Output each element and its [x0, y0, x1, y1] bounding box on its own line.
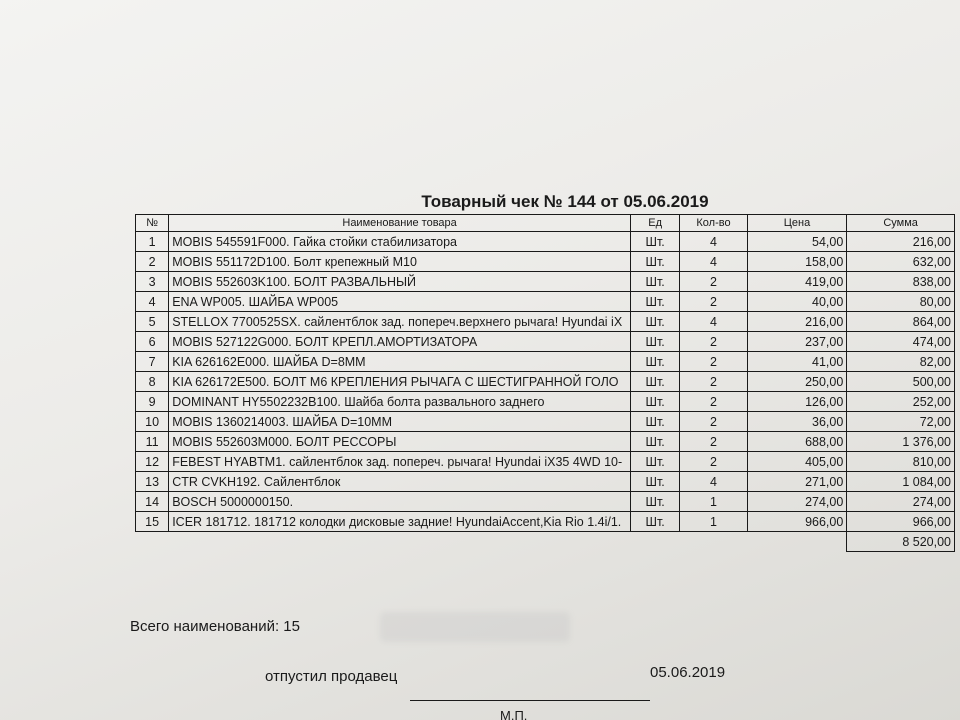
- row-price: 966,00: [747, 512, 847, 532]
- row-price: 271,00: [747, 472, 847, 492]
- row-qty: 2: [680, 272, 747, 292]
- table-row: [136, 312, 955, 332]
- row-qty: 2: [680, 292, 747, 312]
- row-num: 10: [136, 412, 169, 432]
- row-name: ICER 181712. 181712 колодки дисковые задние! HyundaiAccent,Kia Rio 1.4i/1.: [169, 512, 631, 532]
- row-price: 41,00: [747, 352, 847, 372]
- table-row: [136, 352, 955, 372]
- seller-label: отпустил продавец: [265, 668, 398, 685]
- row-qty: 1: [680, 492, 747, 512]
- row-unit: Шт.: [631, 272, 680, 292]
- table-row: [136, 292, 955, 312]
- row-unit: Шт.: [631, 472, 680, 492]
- row-name: KIA 626162E000. ШАЙБА D=8MM: [169, 352, 631, 372]
- row-price: 419,00: [747, 272, 847, 292]
- row-sum: 474,00: [847, 332, 955, 352]
- total-row: [136, 532, 955, 552]
- table-row: [136, 512, 955, 532]
- items-count: Всего наименований: 15: [130, 618, 300, 635]
- row-qty: 4: [680, 312, 747, 332]
- row-qty: 4: [680, 472, 747, 492]
- table-row: [136, 452, 955, 472]
- row-num: 15: [136, 512, 169, 532]
- row-unit: Шт.: [631, 292, 680, 312]
- col-num-header: №: [136, 215, 169, 232]
- row-unit: Шт.: [631, 352, 680, 372]
- row-qty: 2: [680, 372, 747, 392]
- row-qty: 1: [680, 512, 747, 532]
- col-price-header: Цена: [747, 215, 847, 232]
- row-name: ENA WP005. ШАЙБА WP005: [169, 292, 631, 312]
- stamp-label: М.П.: [500, 708, 528, 720]
- row-num: 9: [136, 392, 169, 412]
- faint-stamp-mark: [380, 612, 570, 642]
- row-price: 40,00: [747, 292, 847, 312]
- row-sum: 810,00: [847, 452, 955, 472]
- row-unit: Шт.: [631, 232, 680, 252]
- row-sum: 72,00: [847, 412, 955, 432]
- row-sum: 632,00: [847, 252, 955, 272]
- row-num: 5: [136, 312, 169, 332]
- row-unit: Шт.: [631, 412, 680, 432]
- row-name: BOSCH 5000000150.: [169, 492, 631, 512]
- table-row: [136, 272, 955, 292]
- row-num: 14: [136, 492, 169, 512]
- row-num: 8: [136, 372, 169, 392]
- row-num: 6: [136, 332, 169, 352]
- row-num: 7: [136, 352, 169, 372]
- row-qty: 2: [680, 332, 747, 352]
- table-row: [136, 372, 955, 392]
- table-row: [136, 232, 955, 252]
- row-sum: 274,00: [847, 492, 955, 512]
- row-qty: 2: [680, 352, 747, 372]
- row-sum: 864,00: [847, 312, 955, 332]
- table-row: [136, 332, 955, 352]
- row-num: 11: [136, 432, 169, 452]
- row-price: 405,00: [747, 452, 847, 472]
- row-unit: Шт.: [631, 392, 680, 412]
- row-name: KIA 626172E500. БОЛТ M6 КРЕПЛЕНИЯ РЫЧАГА С ШЕСТИГРАННОЙ ГОЛО: [169, 372, 631, 392]
- row-num: 4: [136, 292, 169, 312]
- row-sum: 82,00: [847, 352, 955, 372]
- row-qty: 2: [680, 452, 747, 472]
- table-row: [136, 412, 955, 432]
- row-price: 216,00: [747, 312, 847, 332]
- row-sum: 500,00: [847, 372, 955, 392]
- row-num: 3: [136, 272, 169, 292]
- total-spacer: [136, 532, 847, 552]
- row-unit: Шт.: [631, 492, 680, 512]
- row-unit: Шт.: [631, 452, 680, 472]
- col-name-header: Наименование товара: [169, 215, 631, 232]
- table-body: [136, 232, 955, 532]
- signature-date: 05.06.2019: [650, 664, 726, 681]
- row-unit: Шт.: [631, 372, 680, 392]
- total-sum: 8 520,00: [847, 532, 955, 552]
- row-sum: 966,00: [847, 512, 955, 532]
- col-sum-header: Сумма: [847, 215, 955, 232]
- row-sum: 80,00: [847, 292, 955, 312]
- col-qty-header: Кол-во: [680, 215, 747, 232]
- row-price: 237,00: [747, 332, 847, 352]
- table-row: [136, 492, 955, 512]
- row-price: 274,00: [747, 492, 847, 512]
- row-name: MOBIS 552603K100. БОЛТ РАЗВАЛЬНЫЙ: [169, 272, 631, 292]
- row-qty: 2: [680, 392, 747, 412]
- row-sum: 1 376,00: [847, 432, 955, 452]
- row-sum: 252,00: [847, 392, 955, 412]
- signature-line: [410, 700, 650, 701]
- row-name: MOBIS 527122G000. БОЛТ КРЕПЛ.АМОРТИЗАТОРА: [169, 332, 631, 352]
- receipt-table: [135, 214, 955, 552]
- row-unit: Шт.: [631, 332, 680, 352]
- row-name: MOBIS 1360214003. ШАЙБА D=10MM: [169, 412, 631, 432]
- row-unit: Шт.: [631, 312, 680, 332]
- row-price: 688,00: [747, 432, 847, 452]
- row-name: FEBEST HYABTM1. сайлентблок зад. попереч. рычага! Hyundai iX35 4WD 10-: [169, 452, 631, 472]
- row-name: CTR CVKH192. Сайлентблок: [169, 472, 631, 492]
- row-num: 13: [136, 472, 169, 492]
- table-row: [136, 432, 955, 452]
- row-name: MOBIS 551172D100. Болт крепежный М10: [169, 252, 631, 272]
- row-qty: 2: [680, 412, 747, 432]
- row-unit: Шт.: [631, 432, 680, 452]
- col-unit-header: Ед: [631, 215, 680, 232]
- table-row: [136, 472, 955, 492]
- row-unit: Шт.: [631, 512, 680, 532]
- row-price: 54,00: [747, 232, 847, 252]
- row-qty: 4: [680, 252, 747, 272]
- row-price: 36,00: [747, 412, 847, 432]
- row-sum: 216,00: [847, 232, 955, 252]
- row-num: 12: [136, 452, 169, 472]
- row-qty: 4: [680, 232, 747, 252]
- row-qty: 2: [680, 432, 747, 452]
- row-sum: 1 084,00: [847, 472, 955, 492]
- row-price: 158,00: [747, 252, 847, 272]
- table-row: [136, 252, 955, 272]
- receipt-content: [135, 192, 960, 552]
- receipt-title: Товарный чек № 144 от 05.06.2019: [421, 192, 709, 211]
- row-num: 2: [136, 252, 169, 272]
- row-sum: 838,00: [847, 272, 955, 292]
- row-name: STELLOX 7700525SX. сайлентблок зад. попереч.верхнего рычага! Hyundai iX: [169, 312, 631, 332]
- row-name: MOBIS 545591F000. Гайка стойки стабилизатора: [169, 232, 631, 252]
- row-name: MOBIS 552603M000. БОЛТ РЕССОРЫ: [169, 432, 631, 452]
- table-header-row: [136, 215, 955, 232]
- row-unit: Шт.: [631, 252, 680, 272]
- row-name: DOMINANT HY5502232B100. Шайба болта развального заднего: [169, 392, 631, 412]
- row-price: 126,00: [747, 392, 847, 412]
- row-price: 250,00: [747, 372, 847, 392]
- row-num: 1: [136, 232, 169, 252]
- table-row: [136, 392, 955, 412]
